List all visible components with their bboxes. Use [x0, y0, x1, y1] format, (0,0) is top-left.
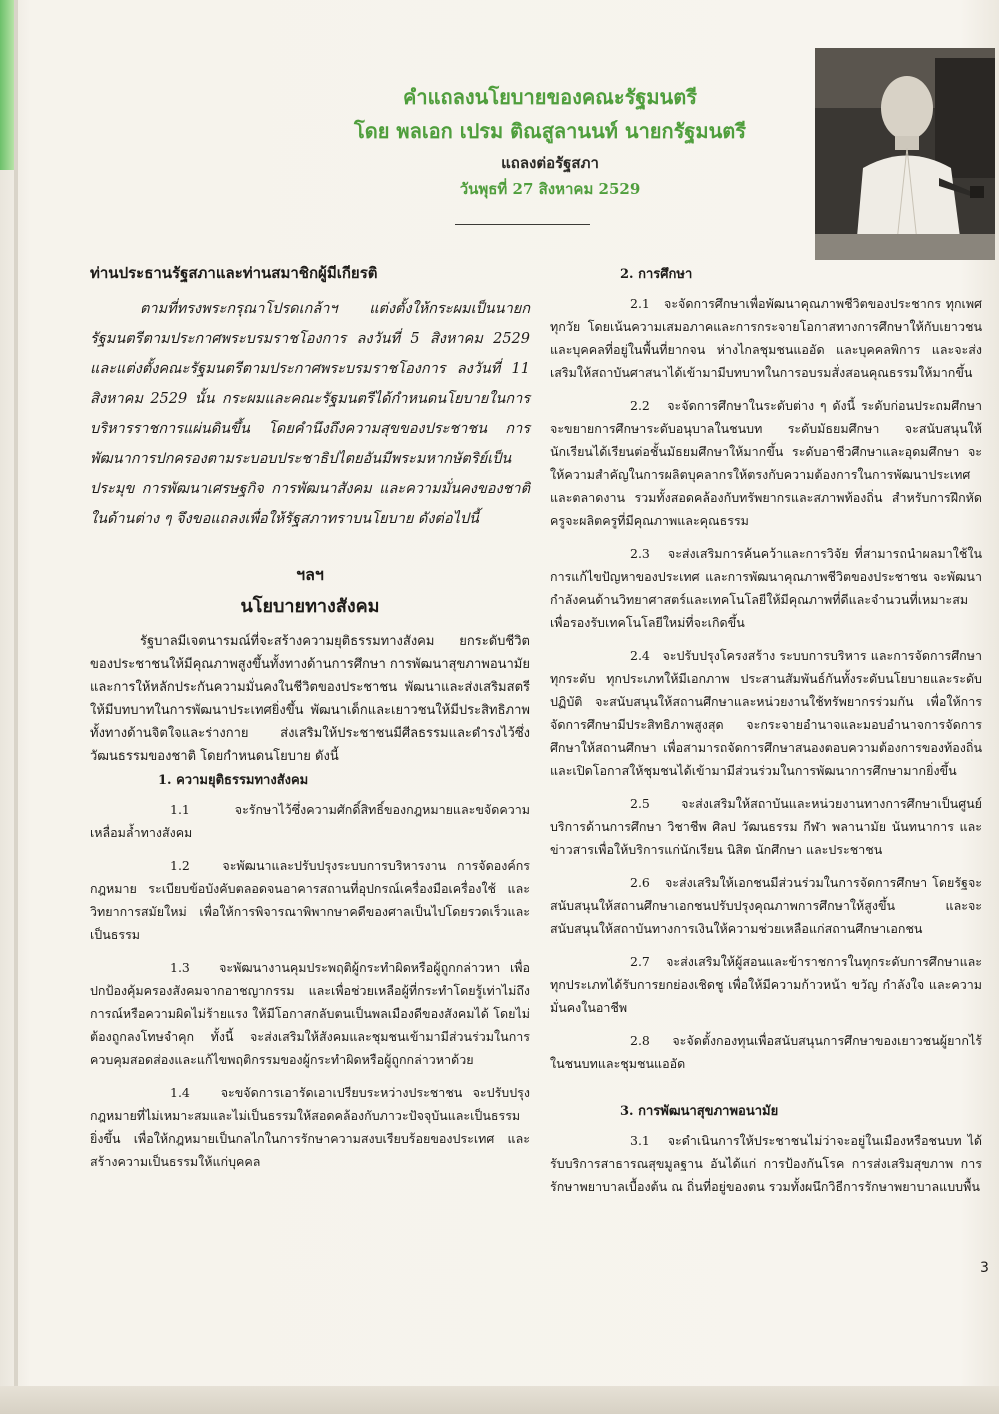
item-number: 2.4	[630, 648, 650, 663]
subsection-1-title: 1. ความยุติธรรมทางสังคม	[158, 773, 309, 788]
item-text: จะส่งเสริมให้สถาบันและหน่วยงานทางการศึกษาเป็นศูนย์บริการด้านการศึกษา วิชาชีพ ศิลป วัฒนธรรม กีฬา พลานามัย นันทนาการ และข่าวสารเพื่อให้บริการแก่นักเรียน นิสิต นักศึกษา และประชาชน	[550, 796, 982, 857]
item-number: 2.1	[630, 296, 650, 311]
item-number: 2.7	[630, 954, 650, 969]
item-number: 2.6	[630, 875, 650, 890]
ellipsis-mark: ฯลฯ	[296, 565, 324, 584]
list-item	[90, 1081, 530, 1173]
list-item	[90, 798, 530, 844]
item-text: จะส่งเสริมการค้นคว้าและการวิจัย ที่สามารถนำผลมาใช้ในการแก้ไขปัญหาของประเทศ และการพัฒนาคุณภาพชีวิตของประชาชน จะพัฒนากำลังคนด้านวิทยาศาสตร์และเทคโนโลยีให้มีคุณภาพที่ดีและจำนวนที่เหมาะสม เพื่อรองรับเทคโนโลยีใหม่ที่จะเกิดขึ้น	[550, 546, 982, 630]
list-item	[550, 871, 982, 940]
document-header	[300, 80, 800, 202]
item-text: จะพัฒนาและปรับปรุงระบบการบริหารงาน การจัดองค์กร กฎหมาย ระเบียบข้อบังคับตลอดจนอาคารสถานที่อุปกรณ์เครื่องมือเครื่องใช้ และวิทยาการสมัยใหม่ เพื่อให้การพิจารณาพิพากษาคดีของศาลเป็นไปโดยรวดเร็วและเป็นธรรม	[90, 858, 531, 942]
prime-minister-photo	[815, 48, 995, 260]
intro-paragraph: ตามที่ทรงพระกรุณาโปรดเกล้าฯ แต่งตั้งให้กระผมเป็นนายกรัฐมนตรีตามประกาศพระบรมราชโองการ ลงวันที่ 5 สิงหาคม 2529 และแต่งตั้งคณะรัฐมนตรีตามประกาศพระบรมราชโองการ ลงวันที่ 11 สิงหาคม 2529 นั้น กระผมและคณะรัฐมนตรีได้กำหนดนโยบายในการบริหารราชการแผ่นดินขึ้น โดยคำนึงถึงความสุขของประชาชน การพัฒนาการปกครองตามระบอบประชาธิปไตยอันมีพระมหากษัตริย์เป็นประมุข การพัฒนาเศรษฐกิจ การพัฒนาสังคม และความมั่นคงของชาติในด้านต่าง ๆ จึงขอแถลงเพื่อให้รัฐสภาทราบนโยบาย ดังต่อไปนี้	[90, 301, 530, 527]
subsection-2-title: 2. การศึกษา	[620, 267, 693, 282]
date-line: วันพุธที่ 27 สิงหาคม 2529	[459, 180, 641, 198]
page-number: 3	[980, 1260, 989, 1276]
item-number: 2.8	[630, 1033, 650, 1048]
right-column	[550, 262, 982, 1208]
item-number: 2.3	[630, 546, 650, 561]
list-item	[550, 394, 982, 532]
item-number: 1.4	[170, 1085, 190, 1100]
item-number: 3.1	[630, 1133, 650, 1148]
speaker-photo-illustration	[815, 48, 995, 260]
list-item	[550, 292, 982, 384]
title-line-2: โดย พลเอก เปรม ติณสูลานนท์ นายกรัฐมนตรี	[353, 119, 746, 143]
left-column	[90, 262, 530, 1183]
list-item	[550, 644, 982, 782]
item-text: จะจัดการศึกษาในระดับต่าง ๆ ดังนี้ ระดับก่อนประถมศึกษาจะขยายการศึกษาระดับอนุบาลในชนบท ระดับมัธยมศึกษา จะสนับสนุนให้นักเรียนได้เรียนต่อชั้นมัธยมศึกษาให้มากขึ้น ระดับอาชีวศึกษาและอุดมศึกษา จะให้ความสำคัญในการผลิตบุคลากรให้ตรงกับความต้องการในการพัฒนาประเทศและตลาดงาน รวมทั้งสอดคล้องกับทรัพยากรและสภาพท้องถิ่น สำหรับการฝึกหัดครูจะผลิตครูที่มีคุณภาพและคุณธรรม	[550, 398, 982, 528]
item-number: 2.2	[630, 398, 650, 413]
item-text: จะจัดการศึกษาเพื่อพัฒนาคุณภาพชีวิตของประชากร ทุกเพศทุกวัย โดยเน้นความเสมอภาคและการกระจายโอกาสทางการศึกษาให้กับเยาวชนและบุคคลที่อยู่ในพื้นที่ยากจน ห่างไกลชุมชนแออัด และบุคคลพิการ และจะส่งเสริมให้สถาบันศาสนาได้เข้ามามีบทบาทในการอบรมสั่งสอนคุณธรรมให้มากขึ้น	[550, 296, 982, 380]
list-item	[550, 950, 982, 1019]
list-item	[550, 1029, 982, 1075]
item-number: 1.2	[170, 858, 190, 873]
section-intro: รัฐบาลมีเจตนารมณ์ที่จะสร้างความยุติธรรมทางสังคม ยกระดับชีวิตของประชาชนให้มีคุณภาพสูงขึ้นทั้งทางด้านการศึกษา การพัฒนาสุขภาพอนามัยและการให้หลักประกันความมั่นคงในชีวิตของประชาชน พัฒนาและส่งเสริมสตรีให้มีบทบาทในการพัฒนาประเทศยิ่งขึ้น พัฒนาเด็กและเยาวชนให้มีประสิทธิภาพทั้งทางด้านจิตใจและร่างกาย ส่งเสริมให้ประชาชนมีศีลธรรมและดำรงไว้ซึ่งวัฒนธรรมของชาติ โดยกำหนดนโยบาย ดังนี้	[90, 634, 530, 764]
salutation: ท่านประธานรัฐสภาและท่านสมาชิกผู้มีเกียรติ	[90, 264, 378, 282]
list-item	[90, 956, 530, 1071]
item-number: 1.1	[170, 802, 190, 817]
subsection-3-title: 3. การพัฒนาสุขภาพอนามัย	[620, 1104, 779, 1119]
item-text: จะพัฒนางานคุมประพฤติผู้กระทำผิดหรือผู้ถูกกล่าวหา เพื่อปกป้องคุ้มครองสังคมจากอาชญากรรม และเพื่อช่วยเหลือผู้ที่กระทำโดยรู้เท่าไม่ถึงการณ์หรือความผิดไม่ร้ายแรง ให้มีโอกาสกลับตนเป็นพลเมืองดีของสังคมได้ โดยไม่ต้องถูกลงโทษจำคุก ทั้งนี้ จะส่งเสริมให้สังคมและชุมชนเข้ามามีส่วนร่วมในการควบคุมสอดส่องและแก้ไขพฤติกรรมของผู้กระทำผิดหรือผู้ถูกกล่าวหาด้วย	[90, 960, 531, 1067]
list-item	[550, 542, 982, 634]
section-title: นโยบายทางสังคม	[240, 596, 380, 617]
item-text: จะปรับปรุงโครงสร้าง ระบบการบริหาร และการจัดการศึกษาทุกระดับ ทุกประเภทให้มีเอกภาพ ประสานสัมพันธ์กันทั้งระดับนโยบายและระดับปฏิบัติ จะสนับสนุนให้สถานศึกษาและหน่วยงานใช้ทรัพยากรร่วมกัน เพื่อให้การจัดการศึกษามีประสิทธิภาพสูงสุด จะกระจายอำนาจและมอบอำนาจการจัดการศึกษาให้สถานศึกษา เพื่อสามารถจัดการศึกษาสนองตอบความต้องการของท้องถิ่น และเปิดโอกาสให้ชุมชนได้เข้ามามีส่วนร่วมในการพัฒนาการศึกษามากยิ่งขึ้น	[550, 648, 983, 778]
subtitle: แถลงต่อรัฐสภา	[501, 154, 599, 172]
item-number: 1.3	[170, 960, 190, 975]
list-item	[550, 792, 982, 861]
page-bottom-edge	[0, 1386, 999, 1414]
header-divider	[455, 224, 590, 225]
binding-shadow	[14, 0, 18, 1414]
item-text: จะรักษาไว้ซึ่งความศักดิ์สิทธิ์ของกฎหมายและขจัดความเหลื่อมล้ำทางสังคม	[90, 802, 530, 840]
title-line-1: คำแถลงนโยบายของคณะรัฐมนตรี	[403, 85, 697, 109]
item-text: จะส่งเสริมให้ผู้สอนและข้าราชการในทุกระดับการศึกษาและทุกประเภทได้รับการยกย่องเชิดชู เพื่อให้มีความก้าวหน้า ขวัญ กำลังใจ และความมั่นคงในอาชีพ	[550, 954, 982, 1015]
item-number: 2.5	[630, 796, 650, 811]
item-text: จะดำเนินการให้ประชาชนไม่ว่าจะอยู่ในเมืองหรือชนบท ได้รับบริการสาธารณสุขมูลฐาน อันได้แก่ การป้องกันโรค การส่งเสริมสุขภาพ การรักษาพยาบาลเบื้องต้น ณ ถิ่นที่อยู่ของตน รวมทั้งผนึกวิธีการรักษาพยาบาลแบบพื้น	[550, 1133, 983, 1194]
list-item	[90, 854, 530, 946]
item-text: จะขจัดการเอารัดเอาเปรียบระหว่างประชาชน จะปรับปรุงกฎหมายที่ไม่เหมาะสมและไม่เป็นธรรมให้สอดคล้องกับภาวะปัจจุบันและเป็นธรรมยิ่งขึ้น เพื่อให้กฎหมายเป็นกลไกในการรักษาความสงบเรียบร้อยของประเทศ และสร้างความเป็นธรรมให้แก่บุคคล	[90, 1085, 530, 1169]
item-text: จะส่งเสริมให้เอกชนมีส่วนร่วมในการจัดการศึกษา โดยรัฐจะสนับสนุนให้สถานศึกษาเอกชนปรับปรุงคุณภาพการศึกษาให้สูงขึ้น และจะสนับสนุนให้สถาบันทางการเงินให้ความช่วยเหลือแก่สถานศึกษาเอกชน	[550, 875, 982, 936]
list-item	[550, 1129, 982, 1198]
item-text: จะจัดตั้งกองทุนเพื่อสนับสนุนการศึกษาของเยาวชนผู้ยากไร้ในชนบทและชุมชนแออัด	[550, 1033, 982, 1071]
green-cover-edge	[0, 0, 14, 170]
